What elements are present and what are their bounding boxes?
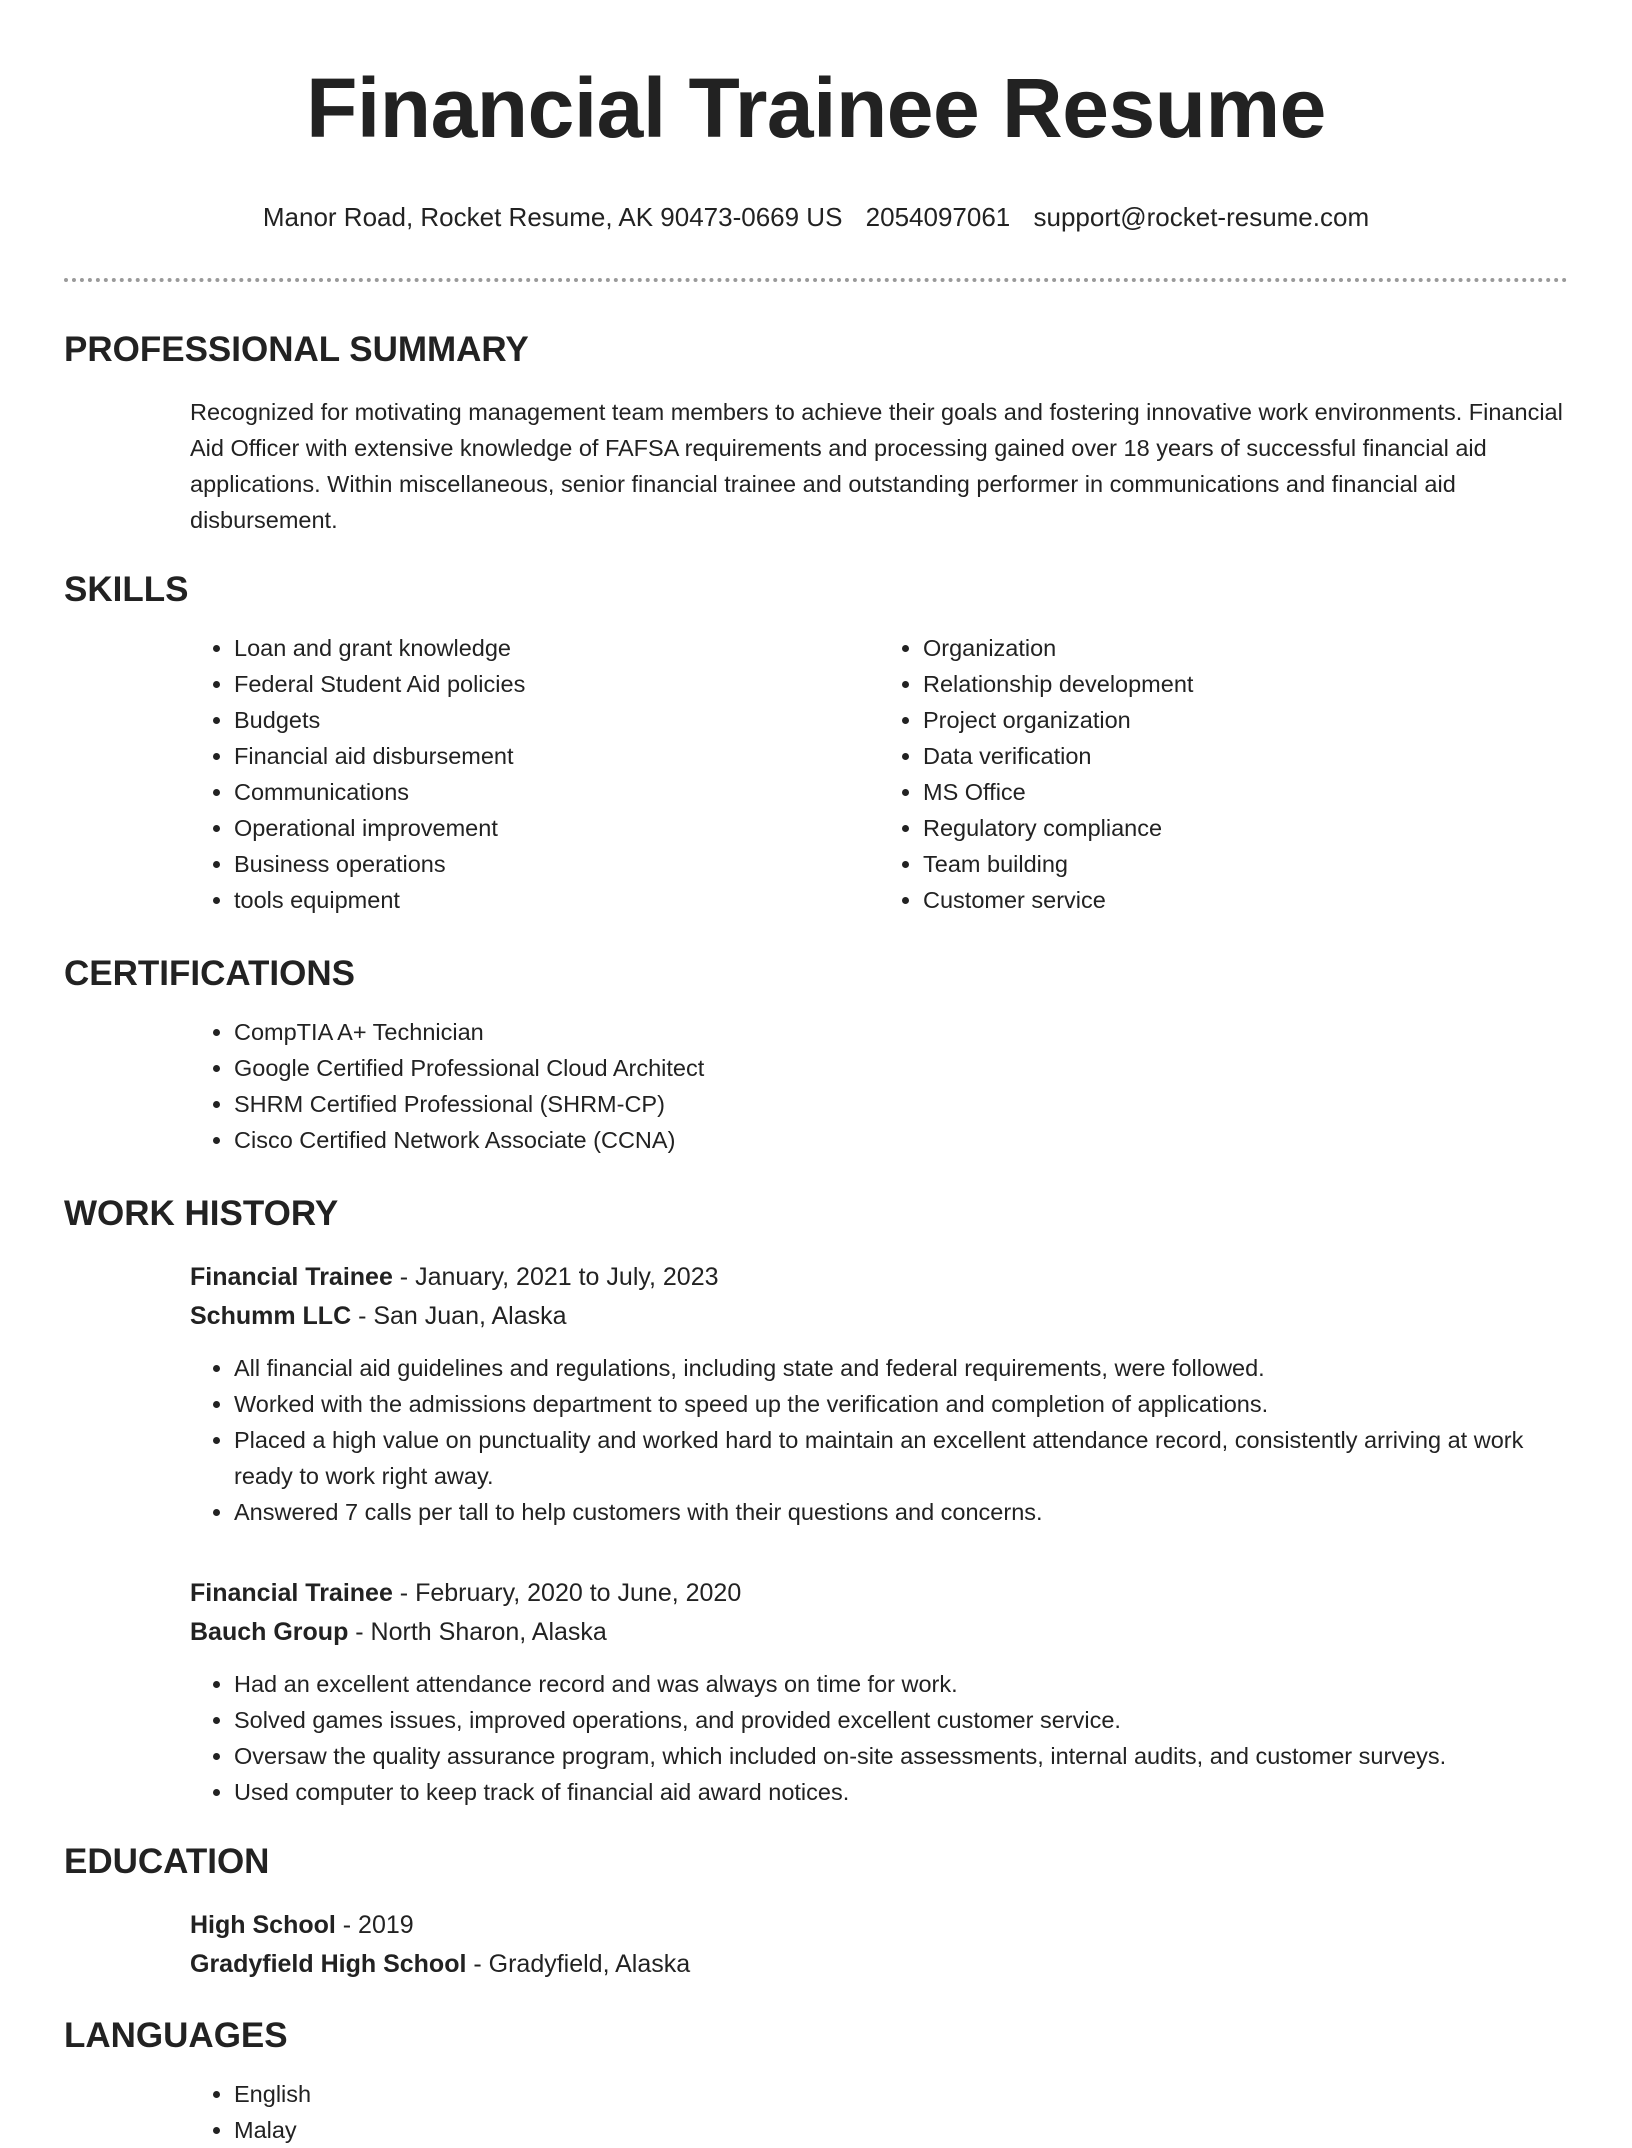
job-title-line	[190, 1258, 1568, 1297]
summary-section	[64, 328, 1568, 538]
languages-list	[190, 2076, 1568, 2148]
list-item: • Placed a high value on punctuality and worked hard to maintain an excellent attendance record, consistently arriving at work ready to work right away.	[234, 1422, 1568, 1494]
languages-section	[64, 2014, 1568, 2148]
contact-email: support@rocket-resume.com	[1033, 202, 1370, 232]
resume-page	[64, 0, 1568, 2143]
list-item: • Customer service	[923, 882, 1568, 918]
list-item: • Business operations	[234, 846, 879, 882]
certifications-heading: CERTIFICATIONS	[64, 954, 356, 993]
list-item: • All financial aid guidelines and regulations, including state and federal requirements, were followed.	[234, 1350, 1568, 1386]
list-item: • Federal Student Aid policies	[234, 666, 879, 702]
list-item: • Oversaw the quality assurance program, which included on-site assessments, internal audits, and customer surveys.	[234, 1738, 1568, 1774]
education-section	[64, 1840, 1568, 1984]
header-divider	[64, 278, 1568, 282]
job-bullets	[190, 1666, 1568, 1810]
education-heading: EDUCATION	[64, 1842, 270, 1881]
list-item: • Budgets	[234, 702, 879, 738]
list-item: • CompTIA A+ Technician	[234, 1014, 1568, 1050]
list-item: • Project organization	[923, 702, 1568, 738]
list-item: • Malay	[234, 2112, 1568, 2148]
list-item: • English	[234, 2076, 1568, 2112]
list-item: • Solved games issues, improved operations, and provided excellent customer service.	[234, 1702, 1568, 1738]
list-item: • Worked with the admissions department to speed up the verification and completion of applications.	[234, 1386, 1568, 1422]
education-entry	[190, 1906, 1568, 1984]
skills-list-left	[190, 630, 879, 918]
job-location: - North Sharon, Alaska	[348, 1618, 607, 1646]
education-degree-line	[190, 1906, 1568, 1945]
languages-heading: LANGUAGES	[64, 2016, 288, 2055]
education-degree: High School	[190, 1911, 336, 1939]
list-item: • Answered 7 calls per tall to help customers with their questions and concerns.	[234, 1494, 1568, 1530]
list-item: • Loan and grant knowledge	[234, 630, 879, 666]
certifications-section	[64, 952, 1568, 1158]
skills-list-right	[879, 630, 1568, 918]
job-bullets	[190, 1350, 1568, 1530]
list-item: • Had an excellent attendance record and was always on time for work.	[234, 1666, 1568, 1702]
contact-line	[64, 200, 1568, 234]
list-item: • Cisco Certified Network Associate (CCNA)	[234, 1122, 1568, 1158]
list-item: • Team building	[923, 846, 1568, 882]
job-company: Schumm LLC	[190, 1302, 352, 1330]
list-item: • Regulatory compliance	[923, 810, 1568, 846]
list-item: • Used computer to keep track of financial aid award notices.	[234, 1774, 1568, 1810]
job-title: Financial Trainee	[190, 1579, 393, 1607]
contact-phone: 2054097061	[865, 202, 1011, 232]
languages-body	[190, 2076, 1568, 2148]
list-item: • Organization	[923, 630, 1568, 666]
resume-title: Financial Trainee Resume	[306, 61, 1326, 155]
summary-heading: PROFESSIONAL SUMMARY	[64, 330, 529, 369]
work-heading: WORK HISTORY	[64, 1194, 339, 1233]
skills-section	[64, 568, 1568, 918]
education-school-line	[190, 1945, 1568, 1984]
list-item: • SHRM Certified Professional (SHRM-CP)	[234, 1086, 1568, 1122]
list-item: • Relationship development	[923, 666, 1568, 702]
job-title-line	[190, 1574, 1568, 1613]
job-company-line	[190, 1613, 1568, 1652]
education-year: - 2019	[335, 1911, 414, 1939]
list-item: • Financial aid disbursement	[234, 738, 879, 774]
certifications-body	[190, 1014, 1568, 1158]
education-location: - Gradyfield, Alaska	[466, 1950, 691, 1978]
summary-text: Recognized for motivating management team members to achieve their goals and fostering innovative work environments. Financial Aid Officer with extensive knowledge of FAFSA requirements and processing gained over 18 years of successful financial aid applications. Within miscellaneous, senior financial trainee and outstanding performer in communications and financial aid disbursement.	[190, 399, 1563, 533]
skills-heading: SKILLS	[64, 570, 189, 609]
job-entry	[190, 1574, 1568, 1810]
job-location: - San Juan, Alaska	[351, 1302, 567, 1330]
certifications-list	[190, 1014, 1568, 1158]
work-section	[64, 1192, 1568, 1810]
job-dates: - January, 2021 to July, 2023	[392, 1263, 719, 1291]
job-dates: - February, 2020 to June, 2020	[392, 1579, 742, 1607]
list-item: • Communications	[234, 774, 879, 810]
list-item: • MS Office	[923, 774, 1568, 810]
job-title: Financial Trainee	[190, 1263, 393, 1291]
list-item: • Google Certified Professional Cloud Architect	[234, 1050, 1568, 1086]
education-school: Gradyfield High School	[190, 1950, 467, 1978]
contact-address: Manor Road, Rocket Resume, AK 90473-0669 US	[262, 202, 843, 232]
list-item: • Operational improvement	[234, 810, 879, 846]
list-item: • Data verification	[923, 738, 1568, 774]
skills-columns	[190, 630, 1568, 918]
job-company: Bauch Group	[190, 1618, 349, 1646]
job-entry	[190, 1258, 1568, 1530]
job-company-line	[190, 1297, 1568, 1336]
list-item: • tools equipment	[234, 882, 879, 918]
